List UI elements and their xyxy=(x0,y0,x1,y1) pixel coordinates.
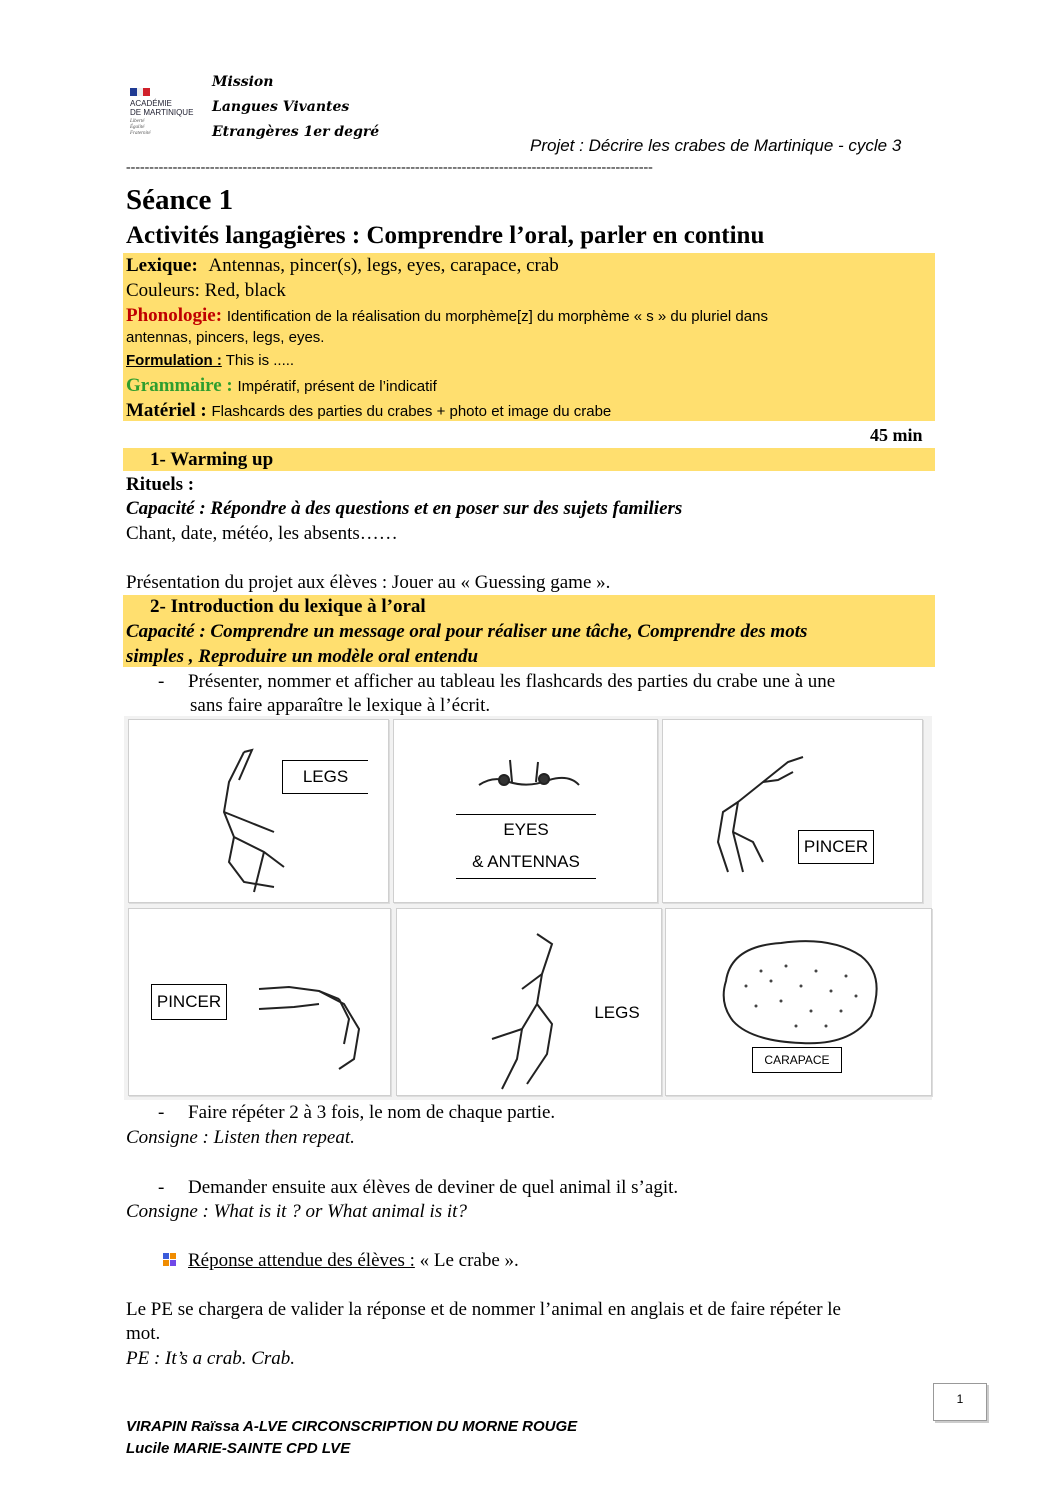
flashcard-label: CARAPACE xyxy=(752,1047,842,1073)
consigne1: Consigne : Listen then repeat. xyxy=(126,1127,355,1148)
bullet1-text-2: sans faire apparaître le lexique à l’écrit. xyxy=(190,695,491,716)
mission-line: Langues Vivantes xyxy=(212,99,350,115)
consigne2: Consigne : What is it ? or What animal is it? xyxy=(126,1201,467,1222)
logo-line: ACADÉMIE xyxy=(130,99,172,108)
footer-line1: VIRAPIN Raïssa A-LVE CIRCONSCRIPTION DU MORNE ROUGE xyxy=(126,1418,578,1435)
bullet3-text: Demander ensuite aux élèves de deviner de quel animal il s’agit. xyxy=(188,1177,679,1198)
lexique-line xyxy=(126,254,559,278)
flashcard-legs xyxy=(128,719,389,903)
footer-line2: Lucile MARIE-SAINTE CPD LVE xyxy=(126,1440,351,1457)
flashcard-label: & ANTENNAS xyxy=(472,852,580,871)
flashcard-label: PINCER xyxy=(151,984,227,1020)
logo-line: DE MARTINIQUE xyxy=(130,108,194,117)
rituels-label: Rituels : xyxy=(126,474,195,495)
crab-pincer-icon xyxy=(249,949,379,1079)
page-subtitle: Activités langagières : Comprendre l’oral, parler en continu xyxy=(126,222,765,249)
section2-heading: 2- Introduction du lexique à l’oral xyxy=(150,596,426,617)
pe-text-1: Le PE se chargera de valider la réponse et de nommer l’animal en anglais et de faire répéter le xyxy=(126,1299,841,1320)
crab-carapace-icon xyxy=(711,931,891,1051)
page-title: Séance 1 xyxy=(126,184,234,216)
bullet1-text-1: Présenter, nommer et afficher au tableau les flashcards des parties du crabe une à une xyxy=(188,671,836,692)
lexique-label: Lexique: xyxy=(126,255,198,276)
section2-capacite-2: simples , Reproduire un modèle oral entendu xyxy=(126,646,479,667)
flashcard-carapace xyxy=(665,908,932,1096)
page-number-box xyxy=(933,1383,987,1421)
arrow-bullet-icon xyxy=(163,1253,177,1267)
flag-icon xyxy=(130,88,150,96)
mission-block xyxy=(212,70,379,145)
lexique-value: Antennas, pincer(s), legs, eyes, carapace, crab xyxy=(208,255,559,276)
flashcard-pincer xyxy=(662,719,923,903)
crab-pincer-icon xyxy=(693,742,813,892)
mission-line: Etrangères 1er degré xyxy=(212,124,380,140)
mission-line: Mission xyxy=(212,74,274,90)
reponse-line xyxy=(188,1249,519,1273)
logo-motto: Liberté xyxy=(130,119,145,124)
page-number: 1 xyxy=(956,1392,964,1406)
presentation-text: Présentation du projet aux élèves : Jouer au « Guessing game ». xyxy=(126,572,611,593)
flashcard-legs-2 xyxy=(396,908,662,1096)
section1-text: Chant, date, météo, les absents…… xyxy=(126,523,398,544)
flashcard-label: EYES xyxy=(503,820,549,839)
section1-capacite: Capacité : Répondre à des questions et en poser sur des sujets familiers xyxy=(126,498,683,519)
couleurs-line: Couleurs: Red, black xyxy=(126,280,286,301)
flashcard-label: LEGS xyxy=(282,760,368,794)
crab-legs-icon xyxy=(467,929,577,1099)
materiel-value: Flashcards des parties du crabes + photo et image du crabe xyxy=(211,403,612,420)
project-title: Projet : Décrire les crabes de Martinique - cycle 3 xyxy=(530,136,902,155)
section2-capacite-1: Capacité : Comprendre un message oral pour réaliser une tâche, Comprendre des mots xyxy=(126,621,808,642)
phonologie-value-cont: antennas, pincers, legs, eyes. xyxy=(126,329,325,346)
grammaire-value: Impératif, présent de l’indicatif xyxy=(237,378,437,395)
bullet-dash: - xyxy=(158,671,165,692)
flashcard-label: LEGS xyxy=(594,1003,640,1022)
logo-motto: Égalité xyxy=(130,125,145,130)
formulation-label: Formulation : xyxy=(126,352,222,369)
section1-heading: 1- Warming up xyxy=(150,449,274,470)
flashcard-eyes-antennas xyxy=(393,719,658,903)
materiel-line xyxy=(126,399,611,424)
crab-eyes-icon xyxy=(474,750,584,800)
formulation-value: This is ..... xyxy=(225,352,295,369)
duration: 45 min xyxy=(870,425,923,445)
flashcard-pincer-2 xyxy=(128,908,391,1096)
reponse-value: « Le crabe ». xyxy=(414,1250,519,1271)
bullet-dash: - xyxy=(158,1177,165,1198)
phonologie-line xyxy=(126,304,768,329)
materiel-label: Matériel : xyxy=(126,400,207,421)
header-separator: ----------------------------------------------------------------------------------------------------------------- xyxy=(126,160,653,175)
label-rule-top xyxy=(456,814,596,815)
phonologie-label: Phonologie: xyxy=(126,305,223,326)
bullet2-text: Faire répéter 2 à 3 fois, le nom de chaque partie. xyxy=(188,1102,556,1123)
bullet-dash: - xyxy=(158,1102,165,1123)
flashcard-label: PINCER xyxy=(798,830,874,864)
grammaire-label: Grammaire : xyxy=(126,375,233,396)
phonologie-value: Identification de la réalisation du morphème[z] du morphème « s » du pluriel dans xyxy=(226,308,768,325)
pe-line: PE : It’s a crab. Crab. xyxy=(126,1348,296,1369)
label-rule-bottom xyxy=(456,878,596,879)
grammaire-line xyxy=(126,374,437,399)
logo-motto: Fraternité xyxy=(130,131,151,136)
pe-text-2: mot. xyxy=(126,1323,161,1344)
formulation-line xyxy=(126,352,294,369)
academie-logo xyxy=(130,88,200,148)
reponse-label: Réponse attendue des élèves : xyxy=(188,1250,415,1271)
